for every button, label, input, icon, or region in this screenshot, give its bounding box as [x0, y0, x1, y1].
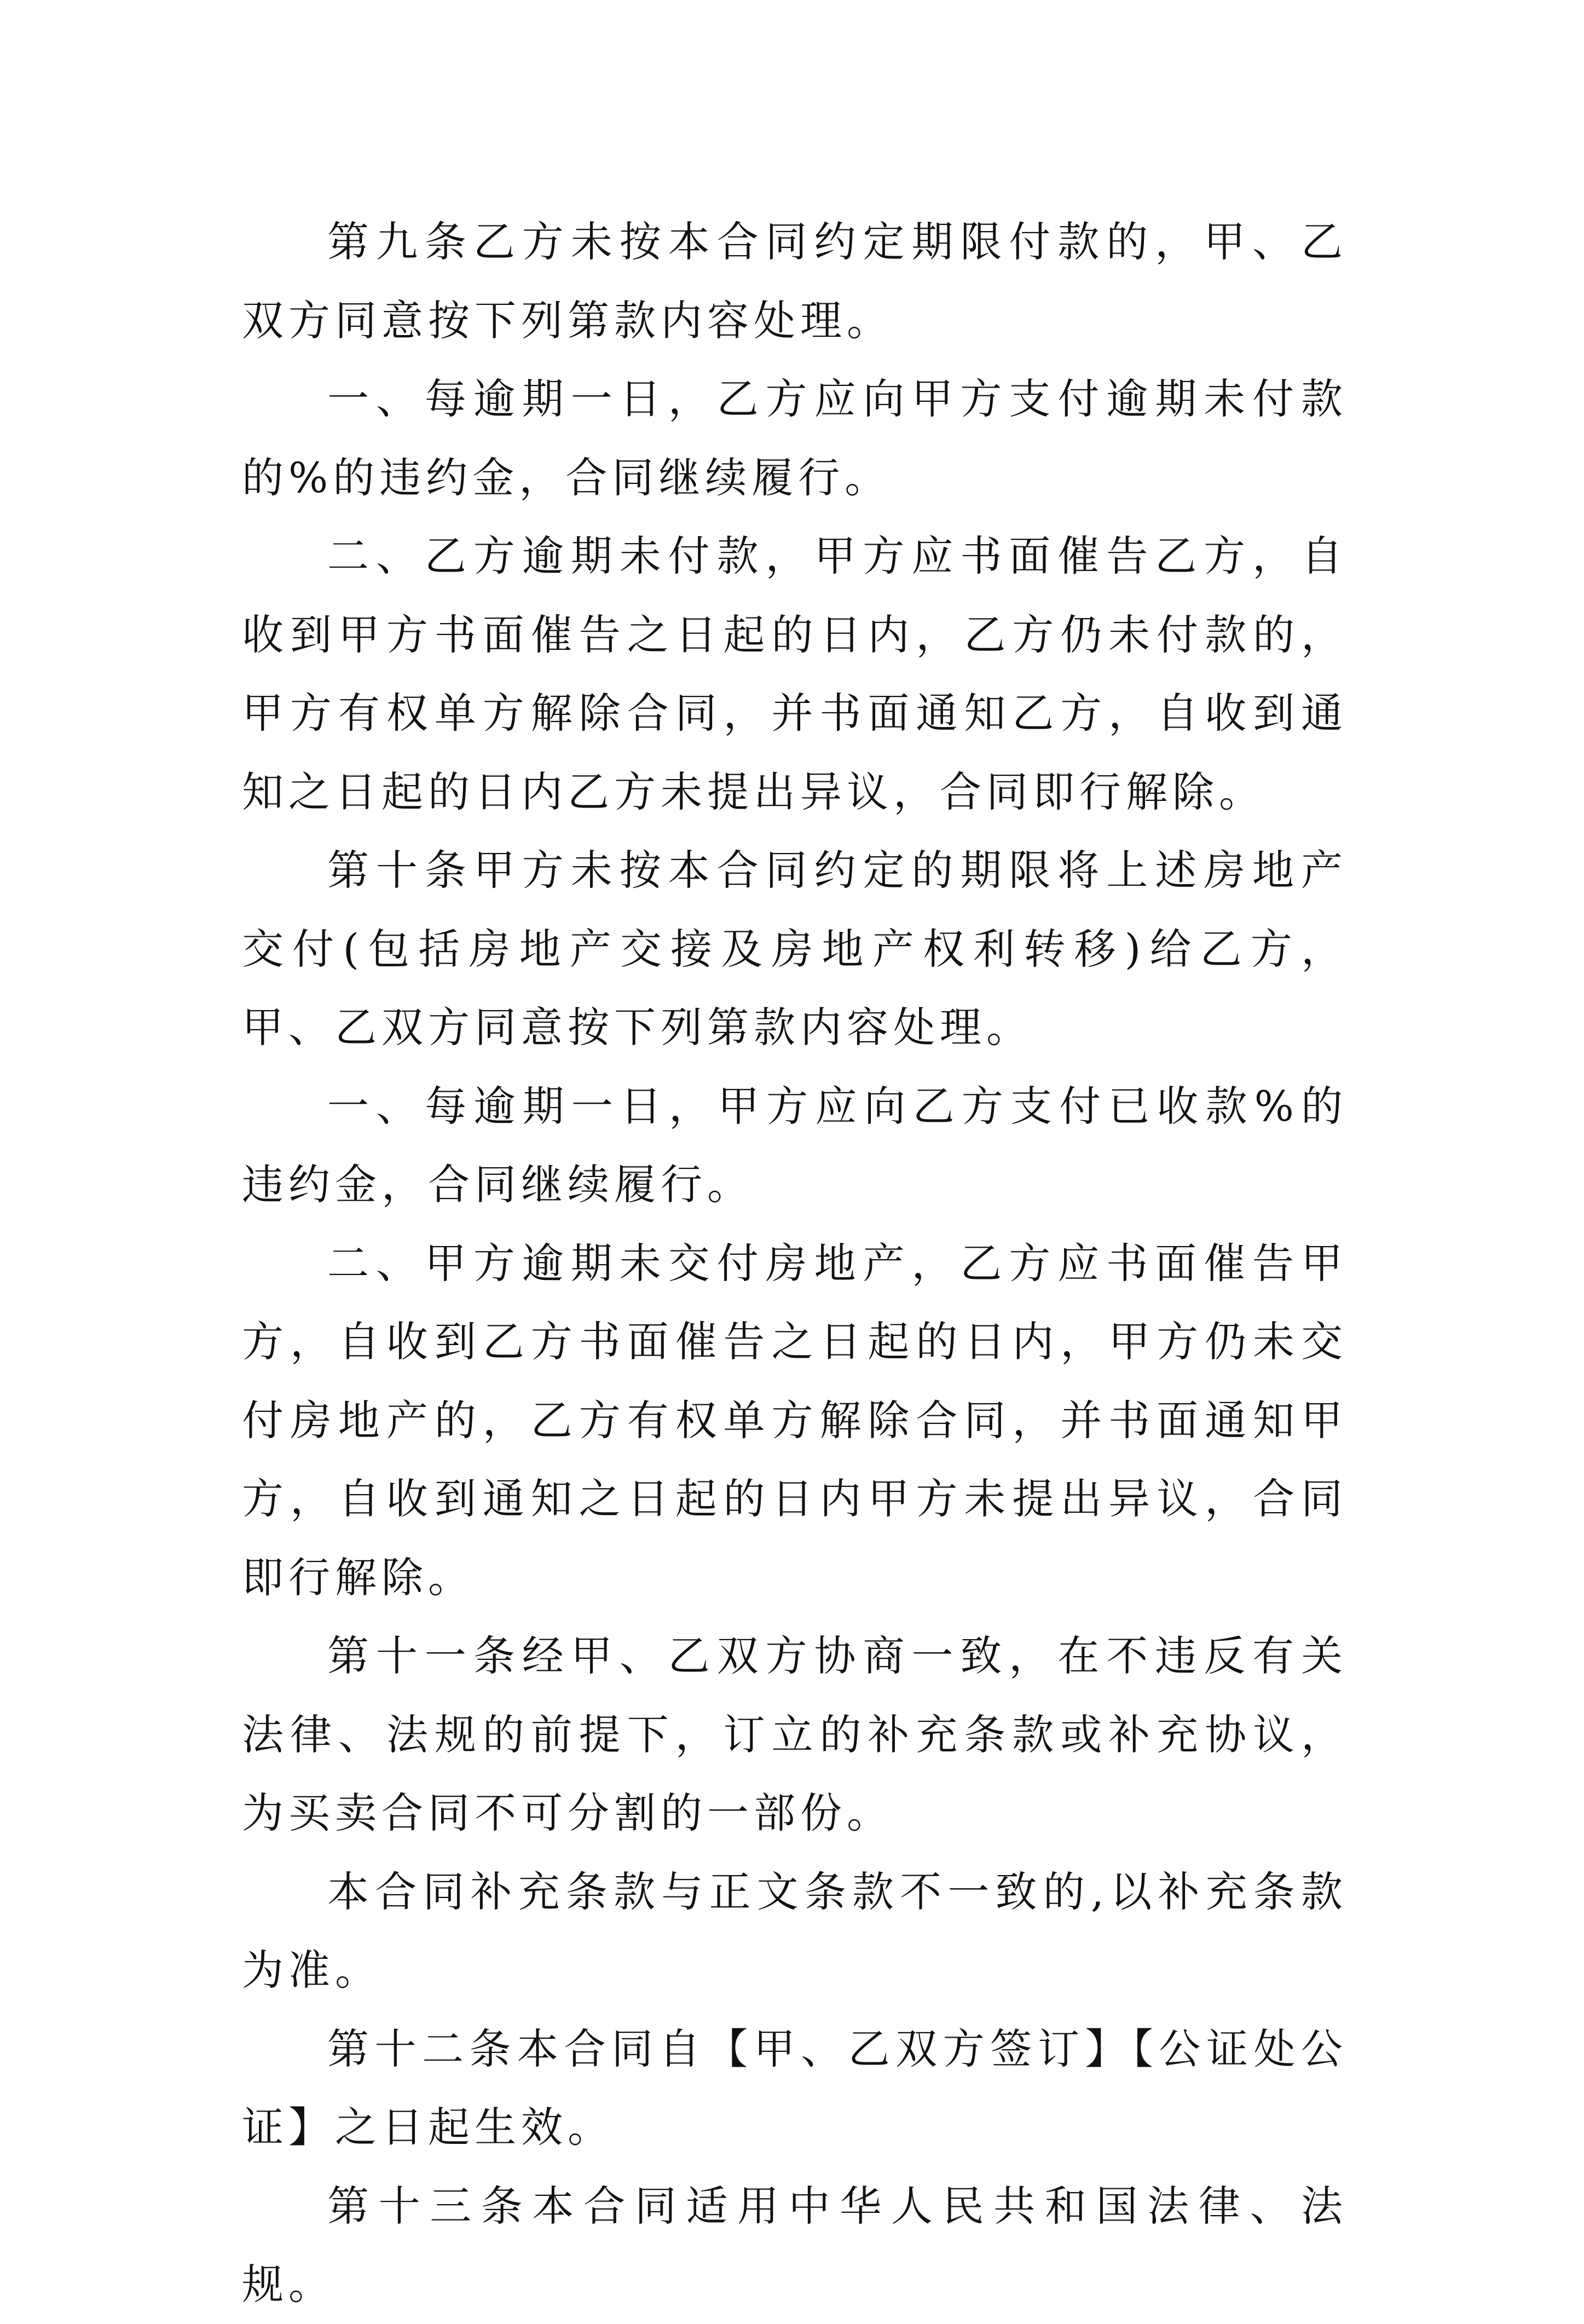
- clause-11-paragraph: 第十一条经甲、乙双方协商一致，在不违反有关法律、法规的前提下，订立的补充条款或补充协议，为买卖合同不可分割的一部份。: [242, 1631, 1348, 1837]
- clause-10-item-1: 一、每逾期一日，甲方应向乙方支付已收款%的违约金，合同继续履行。: [242, 1081, 1348, 1209]
- clause-10-item-2: 二、甲方逾期未交付房地产，乙方应书面催告甲方，自收到乙方书面催告之日起的日内，甲方仍未交付房地产的，乙方有权单方解除合同，并书面通知甲方，自收到通知之日起的日内甲方未提出异议，合同即行解除。: [242, 1238, 1348, 1602]
- clause-9-paragraph: 第九条乙方未按本合同约定期限付款的，甲、乙双方同意按下列第款内容处理。: [242, 217, 1348, 345]
- clause-9-item-2: 二、乙方逾期未付款，甲方应书面催告乙方，自收到甲方书面催告之日起的日内，乙方仍未付款的，甲方有权单方解除合同，并书面通知乙方，自收到通知之日起的日内乙方未提出异议，合同即行解除。: [242, 532, 1348, 816]
- clause-10-paragraph: 第十条甲方未按本合同约定的期限将上述房地产交付(包括房地产交接及房地产权利转移)给乙方，甲、乙双方同意按下列第款内容处理。: [242, 846, 1348, 1052]
- document-body: [242, 203, 1348, 2324]
- supplementary-terms-note: 本合同补充条款与正文条款不一致的,以补充条款为准。: [242, 1867, 1348, 1994]
- clause-9-item-1: 一、每逾期一日，乙方应向甲方支付逾期未付款的%的违约金，合同继续履行。: [242, 374, 1348, 502]
- clause-13-paragraph: 第十三条本合同适用中华人民共和国法律、法规。: [242, 2181, 1348, 2309]
- clause-12-paragraph: 第十二条本合同自【甲、乙双方签订】【公证处公证】之日起生效。: [242, 2024, 1348, 2152]
